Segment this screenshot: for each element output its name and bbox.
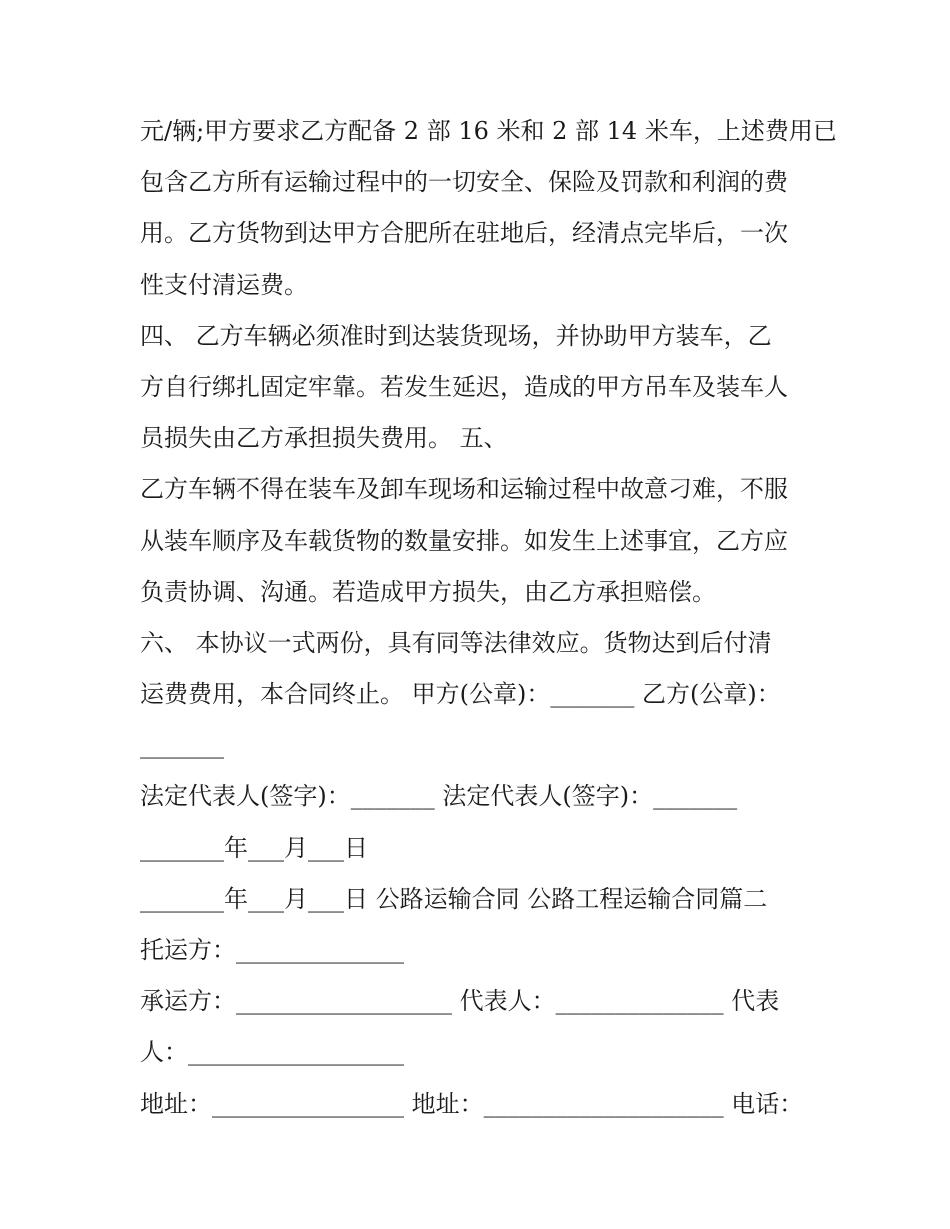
shipper-line: 托运方：______________: [140, 936, 404, 964]
text-line-7: 员损失由乙方承担损失费用。 五、: [140, 424, 508, 453]
address-phone-line: 地址：________________ 地址：____________________ 电话：: [140, 1089, 804, 1118]
text-line-10: 负责协调、沟通。若造成甲方损失，由乙方承担赔偿。: [140, 577, 716, 606]
text-line-6: 方自行绑扎固定牢靠。若发生延迟，造成的甲方吊车及装车人: [140, 372, 788, 401]
text-line-5: 四、 乙方车辆必须准时到达装货现场，并协助甲方装车，乙: [140, 321, 772, 350]
representative-line: 人：__________________: [140, 1038, 404, 1067]
text-line-1: 元/辆;甲方要求乙方配备 2 部 16 米和 2 部 14 米车，上述费用已: [140, 117, 837, 145]
text-line-2: 包含乙方所有运输过程中的一切安全、保险及罚款和利润的费: [140, 168, 788, 197]
date-line-1: _______年___月___日: [140, 833, 368, 862]
text-line-9: 从装车顺序及车载货物的数量安排。如发生上述事宜，乙方应: [140, 526, 788, 555]
text-line-3: 用。乙方货物到达甲方合肥所在驻地后，经清点完毕后，一次: [140, 219, 788, 248]
document-page: [140, 106, 837, 1130]
text-line-11: 六、 本协议一式两份，具有同等法律效应。货物达到后付清: [140, 628, 772, 657]
signature-blank-line: _______: [140, 731, 224, 760]
date-line-2: _______年___月___日 公路运输合同 公路工程运输合同篇二: [140, 884, 768, 913]
text-line-8: 乙方车辆不得在装车及卸车现场和运输过程中故意刁难，不服: [140, 475, 788, 504]
carrier-representative-line: 承运方：__________________ 代表人：______________ 代表: [140, 987, 780, 1016]
text-line-4: 性支付清运费。: [140, 270, 308, 299]
legal-representative-signature-line: 法定代表人(签字)：_______ 法定代表人(签字)：_______: [140, 782, 738, 811]
text-line-12: 运费费用，本合同终止。 甲方(公章)：_______ 乙方(公章)：: [140, 680, 781, 709]
